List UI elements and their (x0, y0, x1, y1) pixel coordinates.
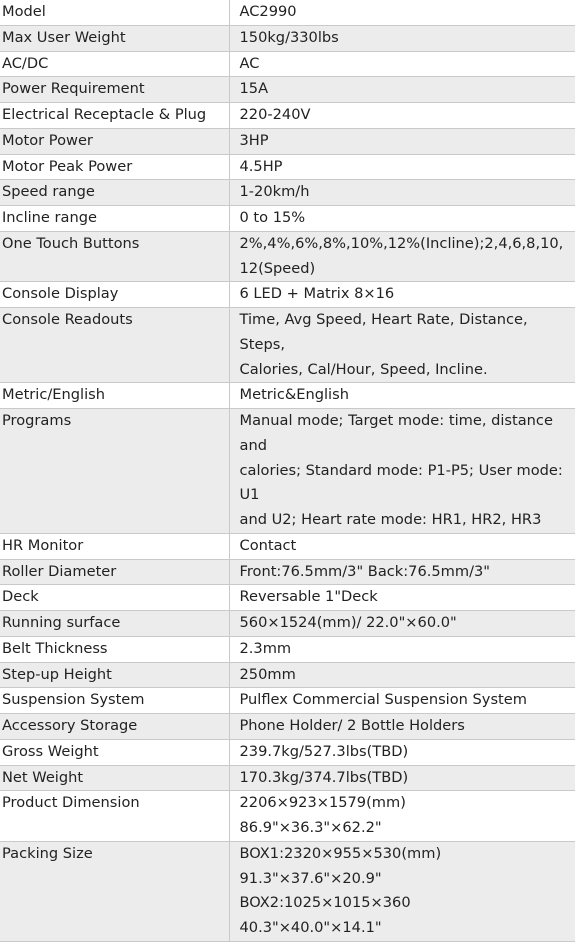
spec-value: 220-240V (229, 103, 575, 129)
table-row (0, 383, 575, 409)
spec-value: 150kg/330lbs (229, 25, 575, 51)
spec-value: Manual mode; Target mode: time, distance and calories; Standard mode: P1-P5; User mode: U1 and U2; Heart rate mode: HR1, HR2, HR3 (229, 409, 575, 534)
table-row (0, 841, 575, 941)
spec-label: Metric/English (0, 383, 229, 409)
table-row (0, 308, 575, 383)
table-row (0, 51, 575, 77)
table-row (0, 231, 575, 282)
table-row (0, 765, 575, 791)
spec-label: Console Readouts (0, 308, 229, 383)
spec-label: Belt Thickness (0, 636, 229, 662)
spec-label: Speed range (0, 180, 229, 206)
spec-value: Contact (229, 533, 575, 559)
spec-label: Net Weight (0, 765, 229, 791)
spec-label: Motor Power (0, 128, 229, 154)
spec-label: Motor Peak Power (0, 154, 229, 180)
spec-label: Power Requirement (0, 77, 229, 103)
table-row (0, 533, 575, 559)
table-row (0, 791, 575, 842)
table-row (0, 77, 575, 103)
spec-value: Metric&English (229, 383, 575, 409)
spec-value: 2206×923×1579(mm) 86.9"×36.3"×62.2" (229, 791, 575, 842)
spec-label: Running surface (0, 611, 229, 637)
spec-value: Front:76.5mm/3" Back:76.5mm/3" (229, 559, 575, 585)
table-row (0, 103, 575, 129)
spec-label: Step-up Height (0, 662, 229, 688)
table-row (0, 611, 575, 637)
table-row (0, 154, 575, 180)
spec-value: 0 to 15% (229, 206, 575, 232)
spec-value: 4.5HP (229, 154, 575, 180)
spec-label: Incline range (0, 206, 229, 232)
table-row (0, 180, 575, 206)
spec-value: BOX1:2320×955×530(mm) 91.3"×37.6"×20.9" BOX2:1025×1015×360 40.3"×40.0"×14.1" (229, 841, 575, 941)
spec-label: Accessory Storage (0, 714, 229, 740)
table-row (0, 585, 575, 611)
spec-label: Console Display (0, 282, 229, 308)
table-row (0, 714, 575, 740)
table-row (0, 25, 575, 51)
spec-value: AC2990 (229, 0, 575, 25)
table-row (0, 688, 575, 714)
spec-value: 560×1524(mm)/ 22.0"×60.0" (229, 611, 575, 637)
spec-label: Roller Diameter (0, 559, 229, 585)
spec-value: 6 LED + Matrix 8×16 (229, 282, 575, 308)
spec-label: Gross Weight (0, 739, 229, 765)
spec-value: 250mm (229, 662, 575, 688)
table-row (0, 409, 575, 534)
spec-label: Suspension System (0, 688, 229, 714)
spec-value: 3HP (229, 128, 575, 154)
spec-value: 2%,4%,6%,8%,10%,12%(Incline);2,4,6,8,10, 12(Speed) (229, 231, 575, 282)
spec-value: 15A (229, 77, 575, 103)
table-row (0, 559, 575, 585)
spec-label: Deck (0, 585, 229, 611)
spec-label: One Touch Buttons (0, 231, 229, 282)
spec-label: HR Monitor (0, 533, 229, 559)
spec-label: Model (0, 0, 229, 25)
spec-label: Max User Weight (0, 25, 229, 51)
spec-value: 239.7kg/527.3lbs(TBD) (229, 739, 575, 765)
table-row (0, 206, 575, 232)
spec-value: Pulflex Commercial Suspension System (229, 688, 575, 714)
table-row (0, 739, 575, 765)
spec-label: AC/DC (0, 51, 229, 77)
spec-value: Time, Avg Speed, Heart Rate, Distance, Steps, Calories, Cal/Hour, Speed, Incline. (229, 308, 575, 383)
table-row (0, 128, 575, 154)
table-row (0, 0, 575, 25)
table-row (0, 282, 575, 308)
spec-label: Product Dimension (0, 791, 229, 842)
spec-value: 170.3kg/374.7lbs(TBD) (229, 765, 575, 791)
spec-value: Reversable 1"Deck (229, 585, 575, 611)
spec-value: Phone Holder/ 2 Bottle Holders (229, 714, 575, 740)
spec-value: 1-20km/h (229, 180, 575, 206)
spec-label: Packing Size (0, 841, 229, 941)
spec-value: AC (229, 51, 575, 77)
spec-label: Programs (0, 409, 229, 534)
spec-label: Electrical Receptacle & Plug (0, 103, 229, 129)
table-row (0, 662, 575, 688)
spec-value: 2.3mm (229, 636, 575, 662)
table-row (0, 636, 575, 662)
